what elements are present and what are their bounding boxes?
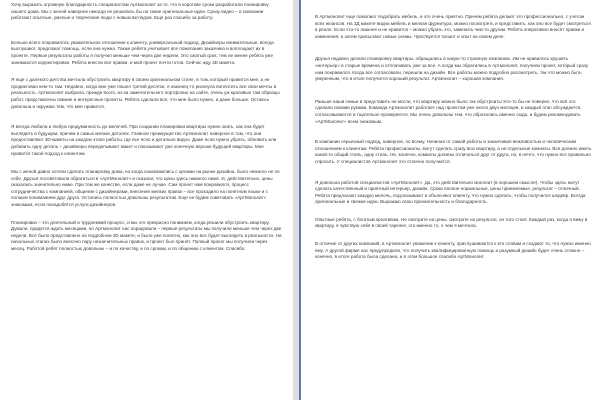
- document-page-left: [0, 0, 293, 400]
- review-paragraph: Хочу выразить огромную благодарность специалистам Артмонолит за то, что в короткие сроки разработали планировку нашего дома. Мы с женой наверное никогда не решились бы на такие оригинальные идеи. Сразу видно – в компании работают опытные, умелые и творческие люди с новым взглядом. Еще раз спасибо за работу.: [11, 2, 269, 21]
- review-paragraph: Я еще с далекого детства мечтала обустроить квартиру в своем оригинальном стиле, в том, который нравится мне, а не продиктован кем-то там. Недавно, когда мне уже пошел третий десяток, я наконец-то рискнула воплотить все свои мечты в реальность. Артмонолит выбрала, прежде всего, из-за замечательного портфолио на сайте, очень уж красивые там образцы работ, представлены свежие и интересные проекты. Ребята сделали все, что мне было нужно, и даже больше. Остаюсь довольна и окружаю тем, что мне нравится.: [11, 77, 280, 109]
- review-paragraph: Больше всего понравилось уважительное отношение к клиенту, универсальный подход. Дизайнеры внимательные, всегда выслушают, предложат помощь, если она нужна. Также ребята учитывает все пожелания заказчика и воплощают их в проекте. Первые результаты работы я получил меньше чем через две недели. Это сжатый срок, тем не менее ребята уже занимаются корректировки. Ребята внесли все правки, и мой проект почти готов. Сейчас жду 3D макета.: [11, 39, 274, 65]
- review-paragraph: Раньше наши семьи и представить не могли, что квартиру можно было так обустроить! Кто-то бы не поверил, что всё это сделали своими руками. Команда Артмонолит работает над проектом уже около двух месяцев, и каждый этап обсуждается, согласовывается и тщательно проверяется. Мы очень довольны тем, что обратились именно сюда, и будем рекомендовать «АртМонолит» всем знакомым.: [315, 98, 582, 124]
- review-paragraph: Мы с женой давно хотели сделать планировку дома, но когда ознакомились с ценами на рынке дизайна, было немного не по себе. Друзья посоветовали обратиться в «АртМонолит» и сказали, что цены здесь намного ниже. И, действительно, цены оказались значительно ниже. При том же качестве, если даже не лучше. Сам проект нам понравился, процесс сотрудничества с компанией, общение с дизайнерами, внесение мелких правок – все проходило на понятном языке и с полным пониманием друг друга. Остались полностью довольны результатом. Еще не будем советовать «АртМонолит» знакомым, если понадобятся услуги дизайнеров.: [11, 169, 280, 208]
- document-page-right: [301, 0, 600, 400]
- review-paragraph: В отличие от других компаний, в Артмонолит уважение к клиенту, прислушиваются к его словам и создают то, что нужно именно ему. А другой фирме нас предупредили, что получить квалифицированную помощь и разумный дизайн будет очень сложно – конечно, в итоге работа была сделана, и в этом большое спасибо АртМонолит.: [315, 241, 591, 260]
- review-paragraph: Я довольна работой специалистов «АртМонолит». Да, это действительно монолит (в хорошем смысле). Чтобы здесь могут сделать качественный и приятный интерьер, дизайн. Сроки вполне нормальные, цены приемлемые, результат – отличный. Ребята предлагают каждую мелочь, подсказывают и объясняют клиенту, что нужно сделать, чтобы получился шедевр. Всегда оригинальные и свежие идеи. Выражаю свою признательность и благодарность.: [315, 179, 586, 205]
- review-paragraph: Друзья недавно делали планировку квартиры, обращались в какую-то странную компанию. Им не нравилось крушить «интерьер» в старые времена и отплачивать уже за все. А когда мы обратились в Артмонолит, получили проект, который сразу нам понравился. Когда все согласовали, перешли на дизайн. Все работы можно подробно рассмотреть, так что можно быть уверенным, что в итоге получится хороший результат. Артмонолит – хорошая компания.: [315, 56, 589, 82]
- review-paragraph: Я всегда любила и любую продуманность до мелочей. При создании планировки квартиры нужно знать, как она будет выглядеть в будущем, причем в самых мелких деталях. Главное преимущество Артмонолит наверное в том, что они предоставляют 3D-макеты на каждом этапе работы, где все ясно и детально видно. Даже если нужно убрать, обновить или добавить одну деталь – дизайнеры переделывают макет и показывают уже конечную версию будущей квартиры. Мне нравится такой подход к клиентам.: [11, 124, 277, 156]
- review-paragraph: В компании серьезный подход, наверное, по всему. Начиная от самой работы и заканчивая вежливостью и человеческим отношением к клиентам. Ребята профессионалы, могут сделать сразу всю квартиру, а не отдельные комнаты. Все должно иметь какой-то общий стиль, одну стиль. Не, конечно, комнаты должны отличаться друг от друга, но, в нечто, что нужно все правильно спросить. У специалистов Артмонолит это отлично получается.: [315, 139, 592, 164]
- review-paragraph: Планировка – это длительный и трудоемкий процесс, и мы это прекрасно понимаем, когда решили обустроить квартиру. Думали, придется ждать месяцами, но Артмонолит нас порадовала – первые результаты мы получили меньше чем через две недели. Все было представлено на подробном 3D макете, и было уже понятно, как оно все будет выглядеть в реальности. На начальных этапах было внесено пару незначительных правок, и проект был принят. Полный проект мы получили через месяц. Работой ребят полностью довольны – и по качеству, и по срокам, и по общению с клиентом. Спасибо.: [11, 219, 282, 252]
- review-paragraph: Опытные ребята, с богатым креативом. Не смотрите на цены, смотрите на результат, он того стоит. Каждый раз, когда я вижу в квартиру, я чувствую себя в своей тарелке, это именно то, о чем я мечтала.: [315, 216, 588, 229]
- review-paragraph: В Артмонолит еще помогают подобрать мебель, и это очень приятно. Причем ребята делают это профессионально, с учетом всех нюансов. На 3Д макете видна мебель и мелкая фурнитура, можно посмотреть и представить, как оно все будет смотреться в реале. Если что-то лишнее и не нравится – можно убрать это, заменить чем-то другим. Ребята оперативно вносят правки и изменения, а затем присылают новые схемы. Чувствуется талант и опыт на своем деле.: [315, 14, 591, 39]
